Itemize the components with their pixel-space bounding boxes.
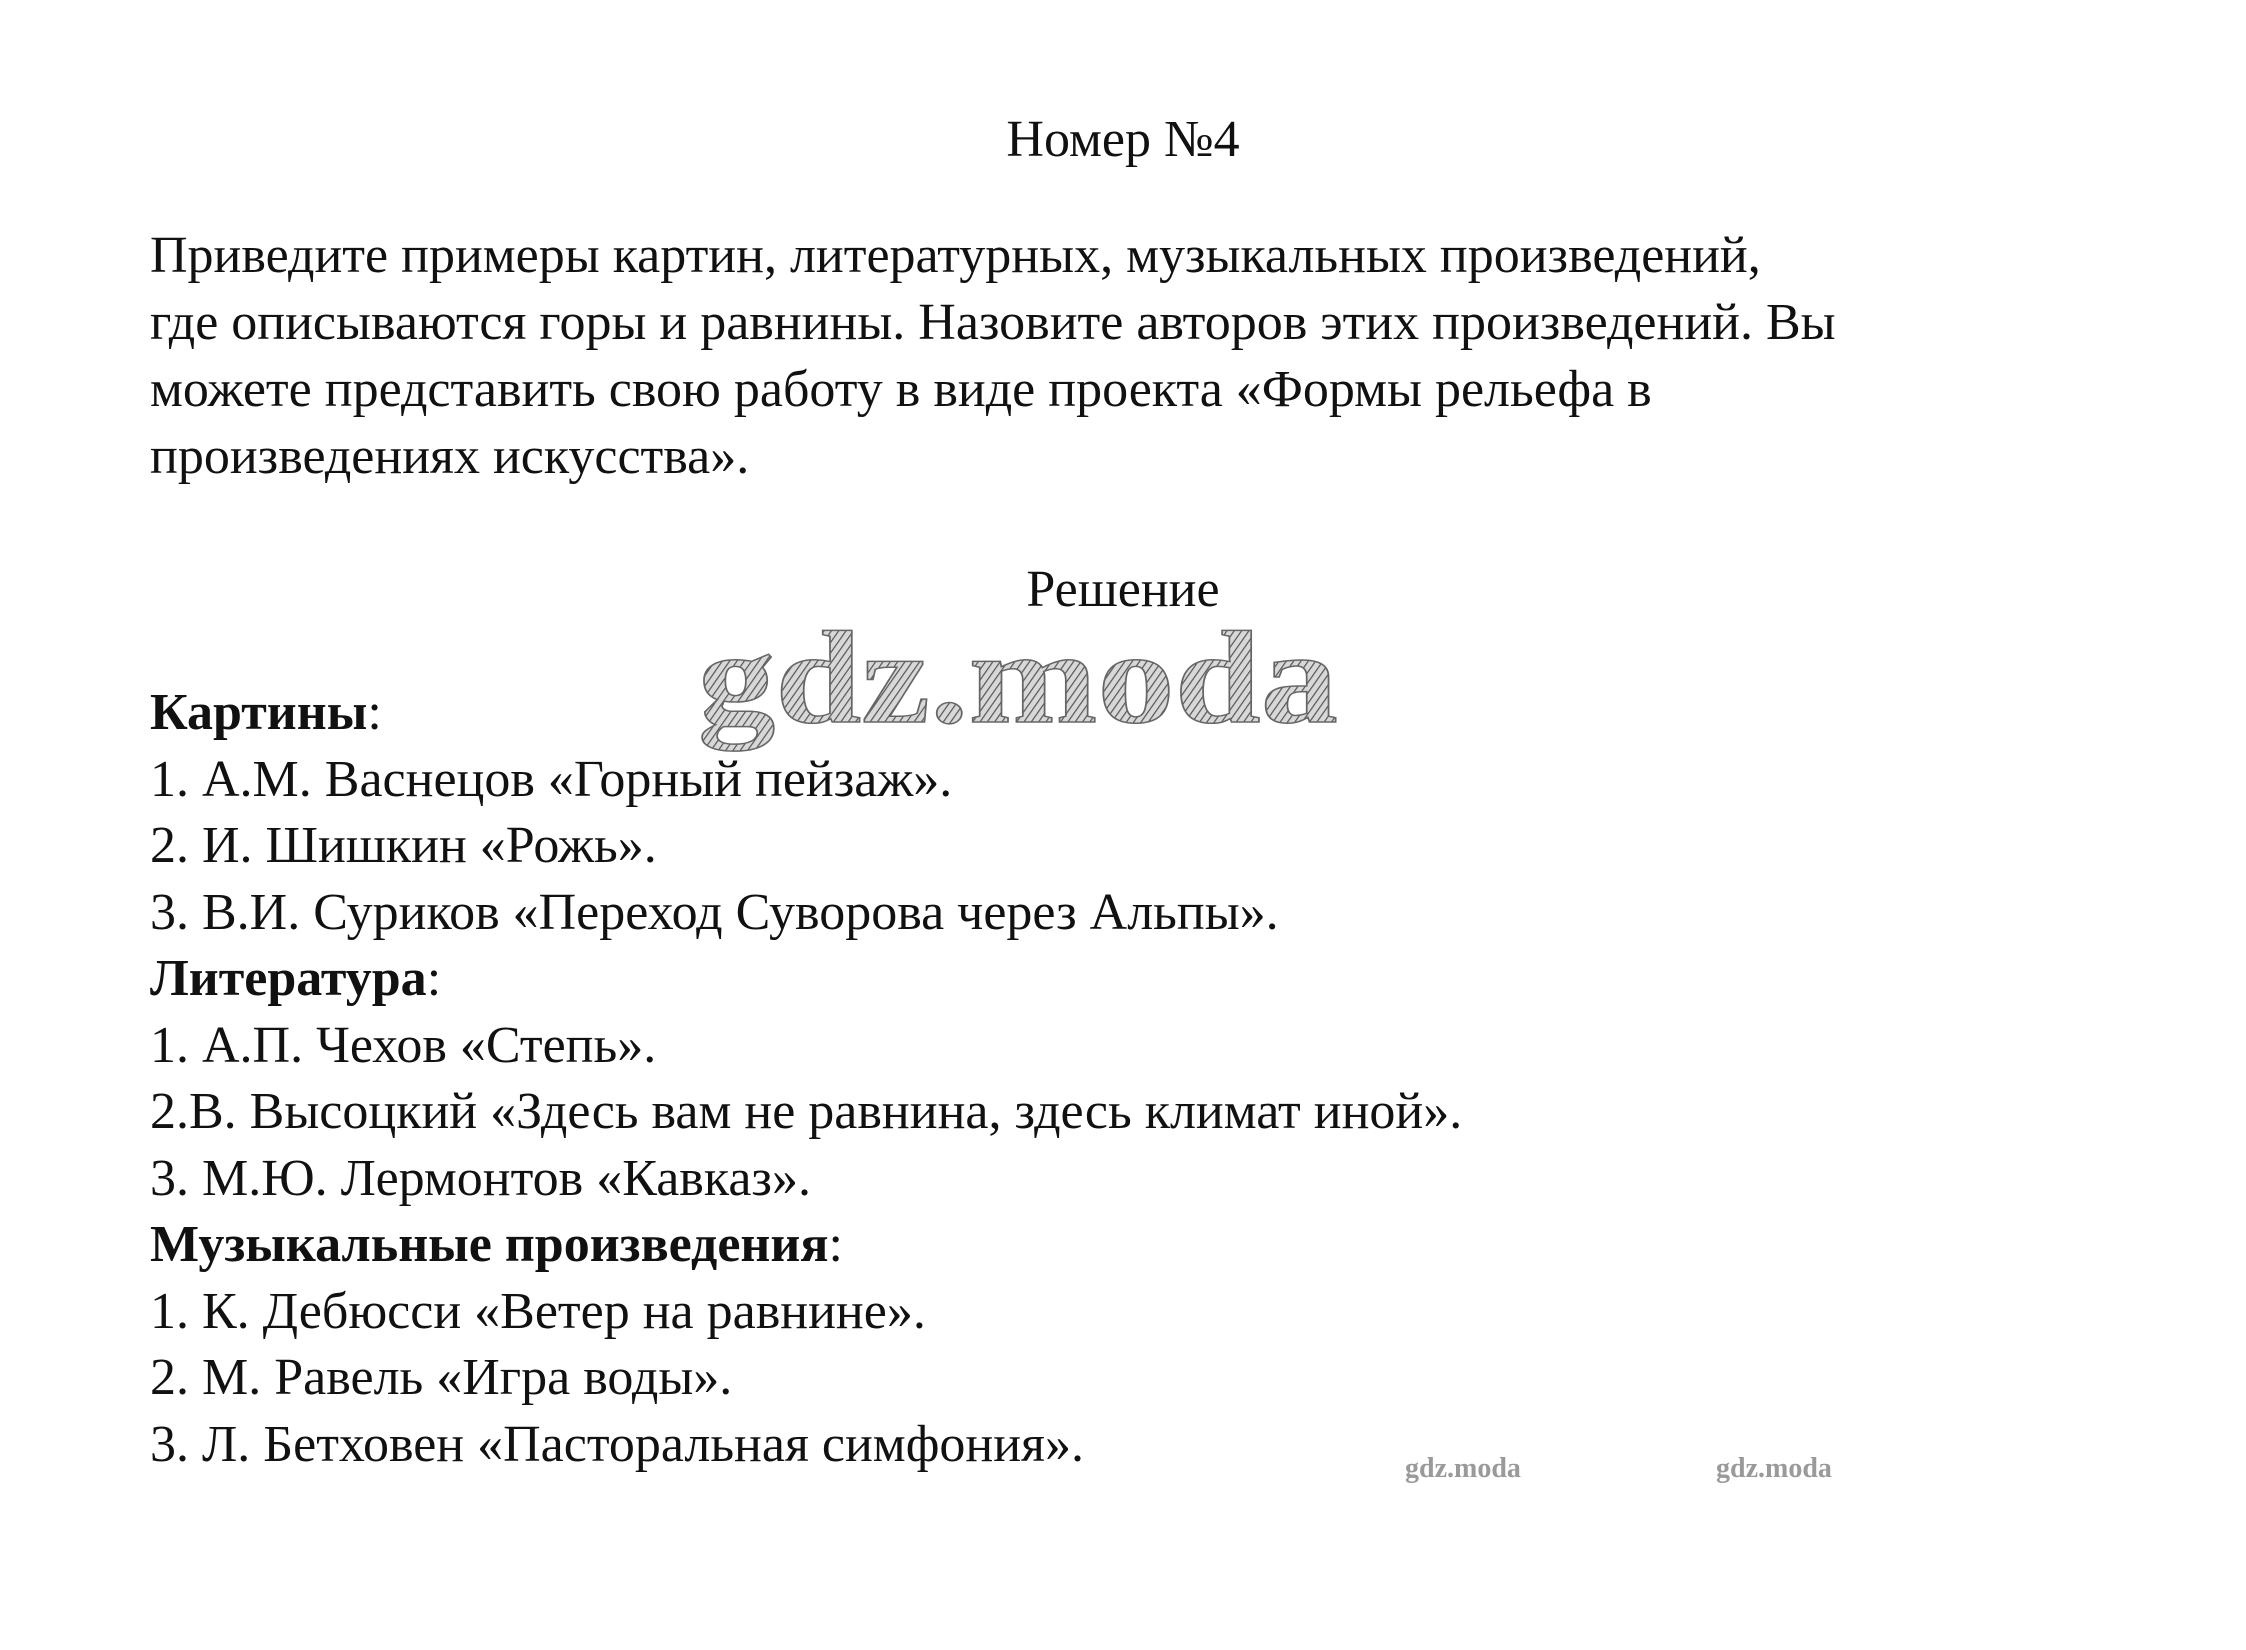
list-item: 3. В.И. Суриков «Переход Суворова через Альпы». — [150, 883, 1279, 941]
svg-text:gdz.moda: gdz.moda — [698, 612, 1338, 751]
list-item: 3. Л. Бетховен «Пасторальная симфония». — [150, 1415, 1084, 1473]
list-item: 2.В. Высоцкий «Здесь вам не равнина, здесь климат иной». — [150, 1083, 1463, 1140]
list-item: 1. А.П. Чехов «Степь». — [150, 1016, 657, 1074]
task-line: где описываются горы и равнины. Назовите авторов этих произведений. Вы — [150, 294, 1836, 351]
answers-list — [150, 680, 1462, 1478]
page-title: Номер №4 — [1006, 111, 1240, 168]
task-text — [150, 222, 2150, 490]
solution-heading: Решение — [1026, 561, 1220, 618]
list-item: 1. А.М. Васнецов «Горный пейзаж». — [150, 750, 953, 808]
watermark-small: gdz.moda — [1405, 1453, 1521, 1484]
section-heading-music: Музыкальные произведения: — [150, 1216, 843, 1273]
task-line: Приведите примеры картин, литературных, музыкальных произведений, — [150, 227, 1761, 284]
list-item: 2. И. Шишкин «Рожь». — [150, 817, 657, 874]
list-item: 2. М. Равель «Игра воды». — [150, 1349, 733, 1406]
task-line: можете представить свою работу в виде проекта «Формы рельефа в — [150, 361, 1652, 418]
section-heading-paintings: Картины: — [150, 684, 382, 741]
section-heading-literature: Литература: — [150, 950, 442, 1007]
list-item: 3. М.Ю. Лермонтов «Кавказ». — [150, 1149, 811, 1207]
task-line: произведениях искусства». — [150, 428, 750, 485]
list-item: 1. К. Дебюсси «Ветер на равнине». — [150, 1282, 926, 1340]
watermark-small: gdz.moda — [1716, 1453, 1832, 1484]
